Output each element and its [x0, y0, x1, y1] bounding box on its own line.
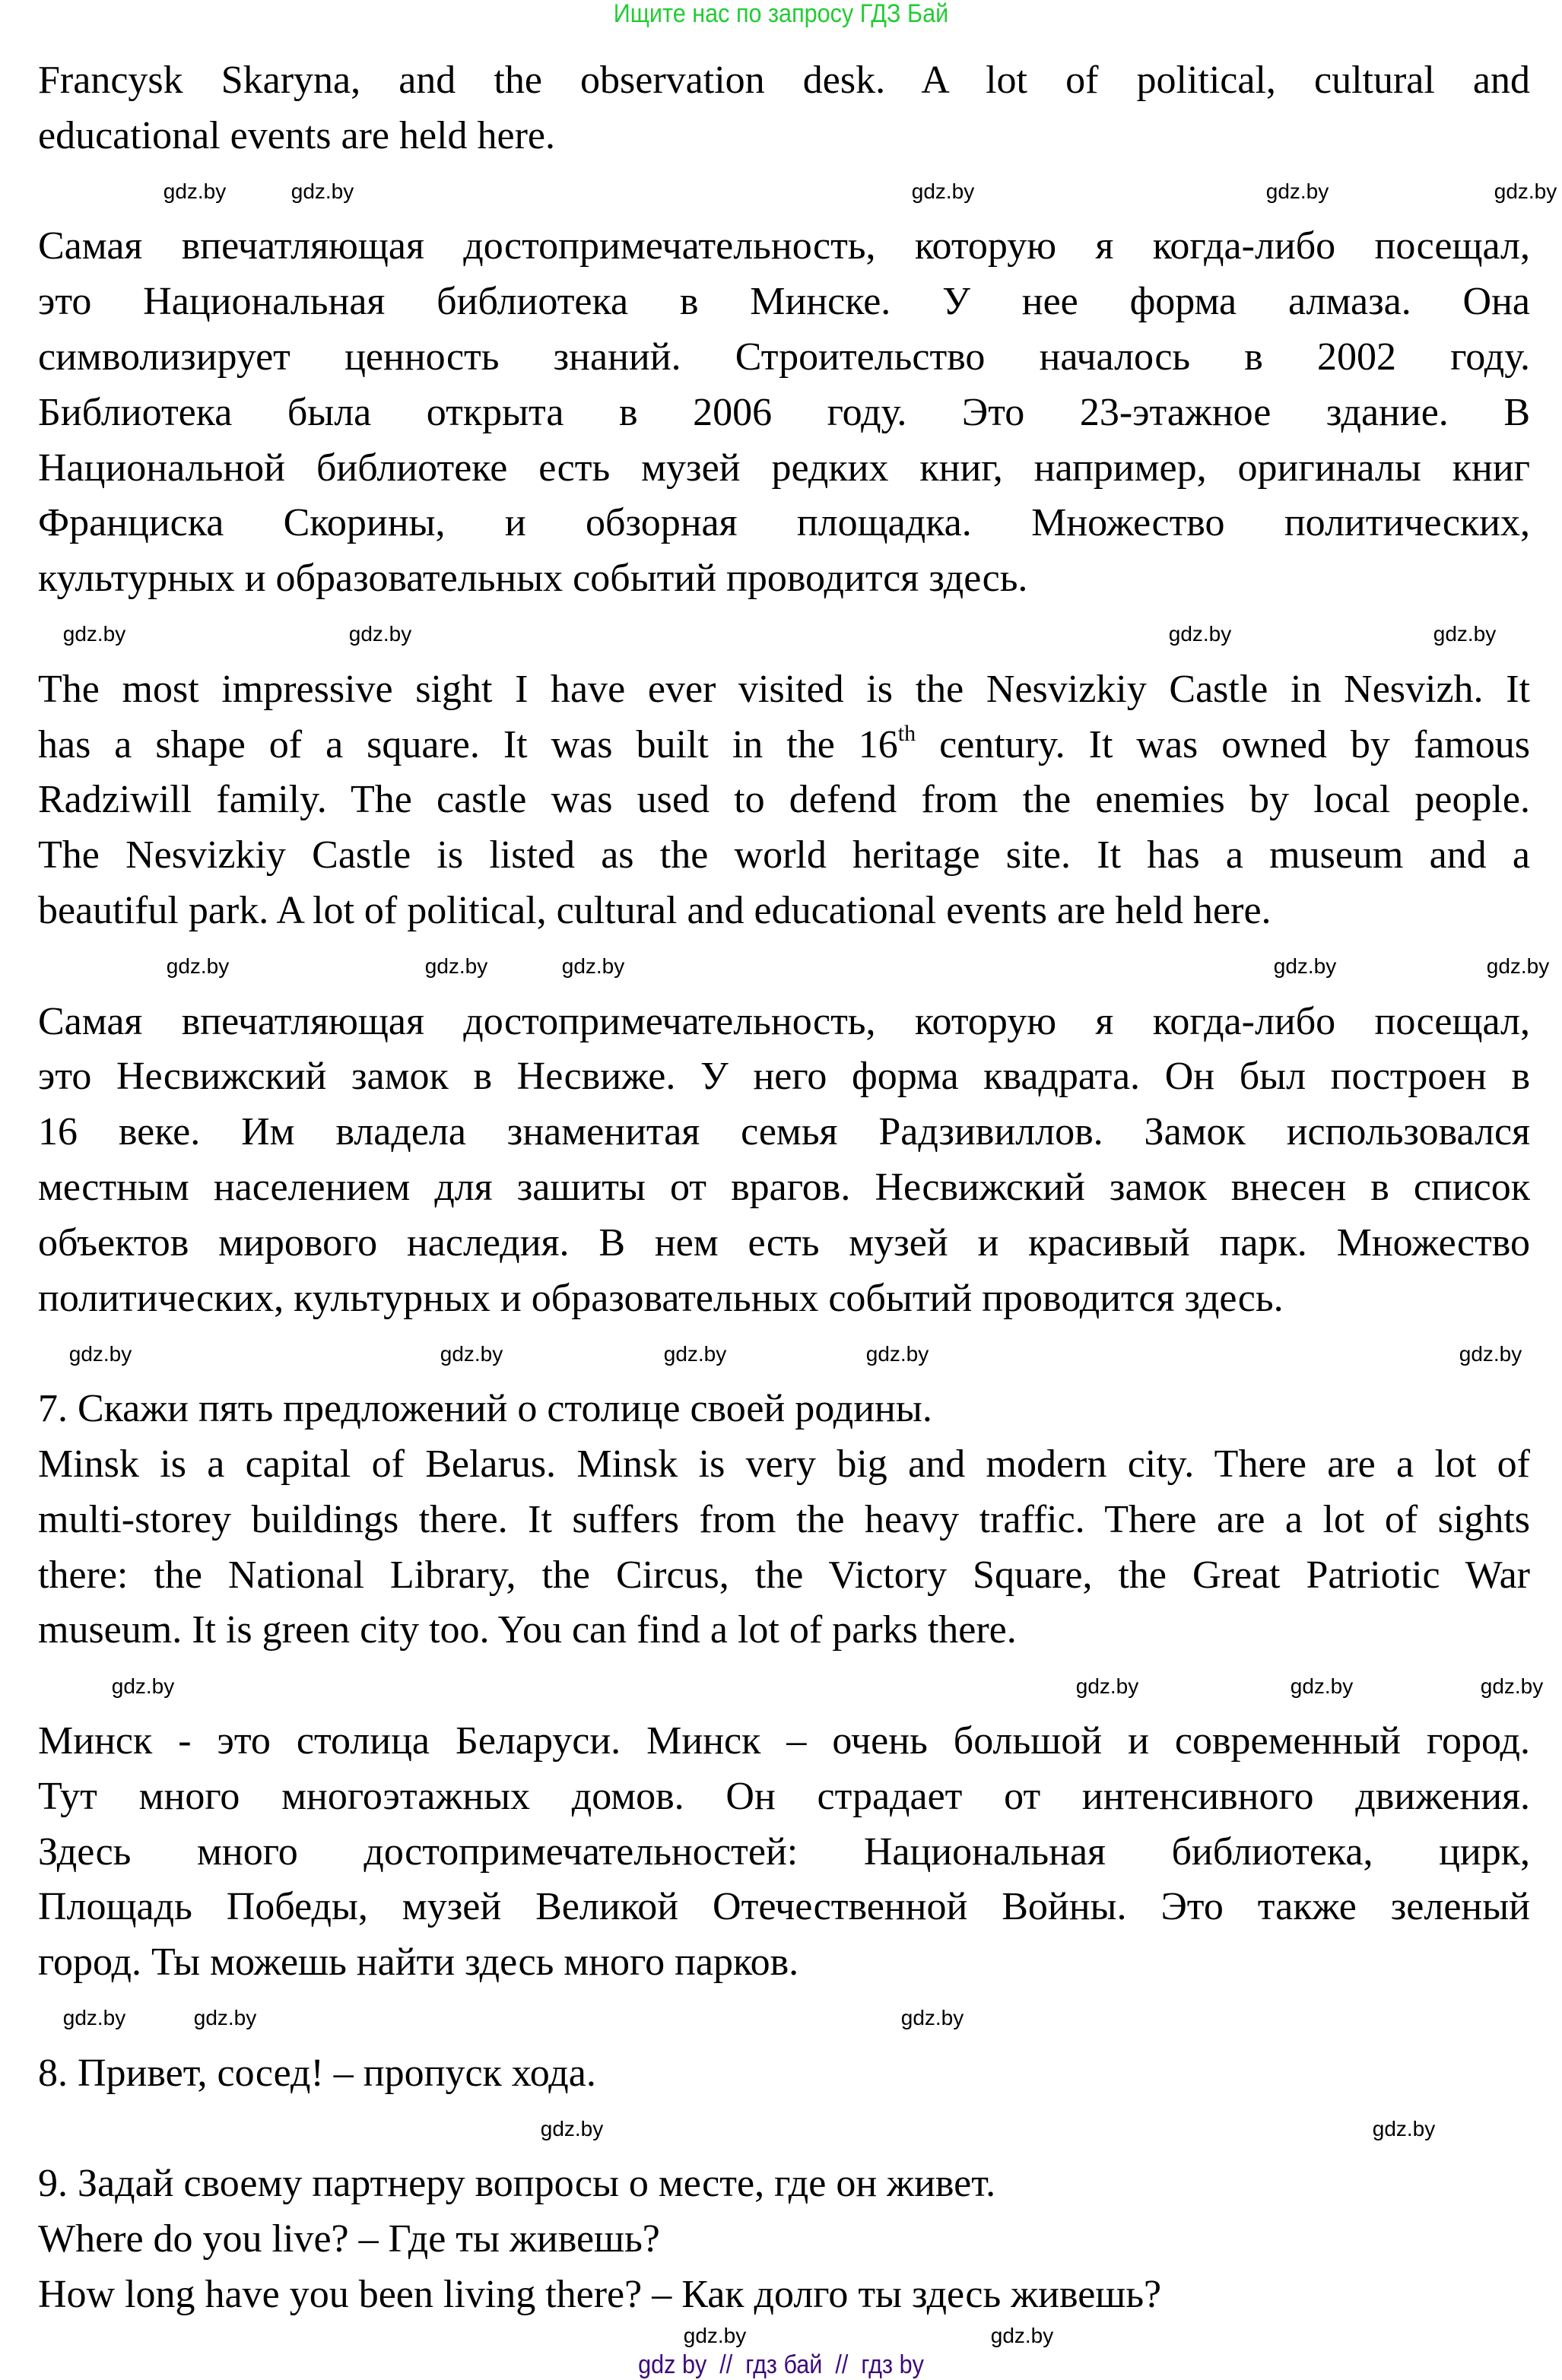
document-body: [38, 53, 1530, 2323]
watermark: gdz.by: [111, 1674, 175, 1698]
watermark: gdz.by: [540, 2117, 604, 2140]
watermark: gdz.by: [990, 2324, 1054, 2347]
text-line: это Национальная библиотека в Минске. У нее форма алмаза. Она: [38, 280, 1530, 324]
text-line: multi-storey buildings there. It suffers from the heavy traffic. There are a lot of sights: [38, 1497, 1530, 1541]
text-line: museum. It is green city too. You can find a lot of parks there.: [38, 1608, 1017, 1652]
text-line: The most impressive sight I have ever visited is the Nesvizkiy Castle in Nesvizh. It: [38, 667, 1530, 711]
text-line: The Nesvizkiy Castle is listed as the world heritage site. It has a museum and a: [38, 833, 1530, 877]
text-line: местным населением для зашиты от врагов. Несвижский замок внесен в список: [38, 1165, 1530, 1209]
text-line: educational events are held here.: [38, 113, 555, 157]
text-line: 8. Привет, сосед! – пропуск хода.: [38, 2051, 596, 2095]
text-line: культурных и образовательных событий проводится здесь.: [38, 557, 1028, 601]
text-line: это Несвижский замок в Несвиже. У него форма квадрата. Он был построен в: [38, 1055, 1530, 1099]
text-line: Francysk Skaryna, and the observation desk. A lot of political, cultural and: [38, 59, 1530, 102]
text-line: Национальной библиотеке есть музей редких книг, например, оригиналы книг: [38, 446, 1530, 490]
text-line: Библиотека была открыта в 2006 году. Это 23-этажное здание. В: [38, 390, 1530, 434]
text-line: Minsk is a capital of Belarus. Minsk is very big and modern city. There are a lot of: [38, 1442, 1530, 1486]
text-line: How long have you been living there? – Как долго ты здесь живешь?: [38, 2272, 1162, 2316]
paragraph-spacer: [38, 1326, 1530, 1382]
text-line: Самая впечатляющая достопримечательность, которую я когда-либо посещал,: [38, 224, 1530, 268]
text-line: 16 веке. Им владела знаменитая семья Радзивиллов. Замок использовался: [38, 1110, 1530, 1154]
watermark: gdz.by: [1494, 179, 1557, 203]
watermark: gdz.by: [911, 179, 975, 203]
watermark: gdz.by: [163, 179, 227, 203]
text-line: beautiful park. A lot of political, cultural and educational events are held here.: [38, 888, 1272, 932]
footer-links: gdz by // гдз бай // гдз by: [638, 2350, 924, 2379]
watermark: gdz.by: [1265, 179, 1329, 203]
watermark: gdz.by: [1290, 1674, 1354, 1698]
paragraph-spacer: [38, 607, 1530, 662]
watermark: gdz.by: [193, 2006, 257, 2030]
text-line: has a shape of a square. It was built in the 16th century. It was owned by famous: [38, 720, 1530, 766]
text-line: объектов мирового наследия. В нем есть музей и красивый парк. Множество: [38, 1220, 1530, 1265]
watermark: gdz.by: [1459, 1341, 1522, 1366]
watermark: gdz.by: [166, 954, 230, 979]
watermark: gdz.by: [348, 622, 412, 646]
text-line: Минск - это столица Беларуси. Минск – очень большой и современный город.: [38, 1718, 1530, 1763]
watermark: gdz.by: [62, 622, 126, 646]
text-line: Площадь Победы, музей Великой Отечественной Войны. Это также зеленый: [38, 1885, 1530, 1929]
text-line: город. Ты можешь найти здесь много парков.: [38, 1940, 799, 1985]
watermark: gdz.by: [900, 2006, 964, 2030]
text-line: 9. Задай своему партнеру вопросы о месте, где он живет.: [38, 2162, 996, 2206]
watermark: gdz.by: [1433, 622, 1497, 646]
watermark: gdz.by: [683, 2324, 747, 2347]
text-line: Франциска Скорины, и обзорная площадка. Множество политических,: [38, 501, 1530, 545]
paragraph-spacer: [38, 2101, 1530, 2156]
watermark: gdz.by: [440, 1341, 503, 1366]
text-line: политических, культурных и образовательных событий проводится здесь.: [38, 1276, 1284, 1320]
watermark: gdz.by: [1075, 1674, 1139, 1698]
watermark: gdz.by: [424, 954, 488, 979]
text-line: Самая впечатляющая достопримечательность, которую я когда-либо посещал,: [38, 999, 1530, 1043]
watermark: gdz.by: [865, 1341, 929, 1366]
watermark: gdz.by: [290, 179, 354, 203]
watermark: gdz.by: [68, 1341, 132, 1366]
text-line: символизирует ценность знаний. Строительство началось в 2002 году.: [38, 335, 1530, 379]
paragraph-spacer: [38, 1991, 1530, 2046]
search-hint-banner: Ищите нас по запросу ГДЗ Бай: [613, 0, 949, 28]
watermark: gdz.by: [1480, 1674, 1544, 1698]
watermark: gdz.by: [1168, 622, 1232, 646]
text-line: Здесь много достопримечательностей: Национальная библиотека, цирк,: [38, 1829, 1530, 1874]
text-line: 7. Скажи пять предложений о столице своей родины.: [38, 1387, 932, 1431]
superscript: th: [897, 720, 916, 746]
text-line: Тут много многоэтажных домов. Он страдает от интенсивного движения.: [38, 1774, 1530, 1818]
text-line: there: the National Library, the Circus, the Victory Square, the Great Patriotic War: [38, 1553, 1530, 1597]
watermark: gdz.by: [663, 1341, 727, 1366]
watermark: gdz.by: [62, 2006, 126, 2030]
watermark: gdz.by: [561, 954, 625, 979]
text-line: Radziwill family. The castle was used to defend from the enemies by local people.: [38, 778, 1530, 822]
watermark: gdz.by: [1273, 954, 1337, 979]
text-line: Where do you live? – Где ты живешь?: [38, 2217, 660, 2261]
watermark: gdz.by: [1372, 2117, 1436, 2140]
watermark: gdz.by: [1486, 954, 1550, 979]
